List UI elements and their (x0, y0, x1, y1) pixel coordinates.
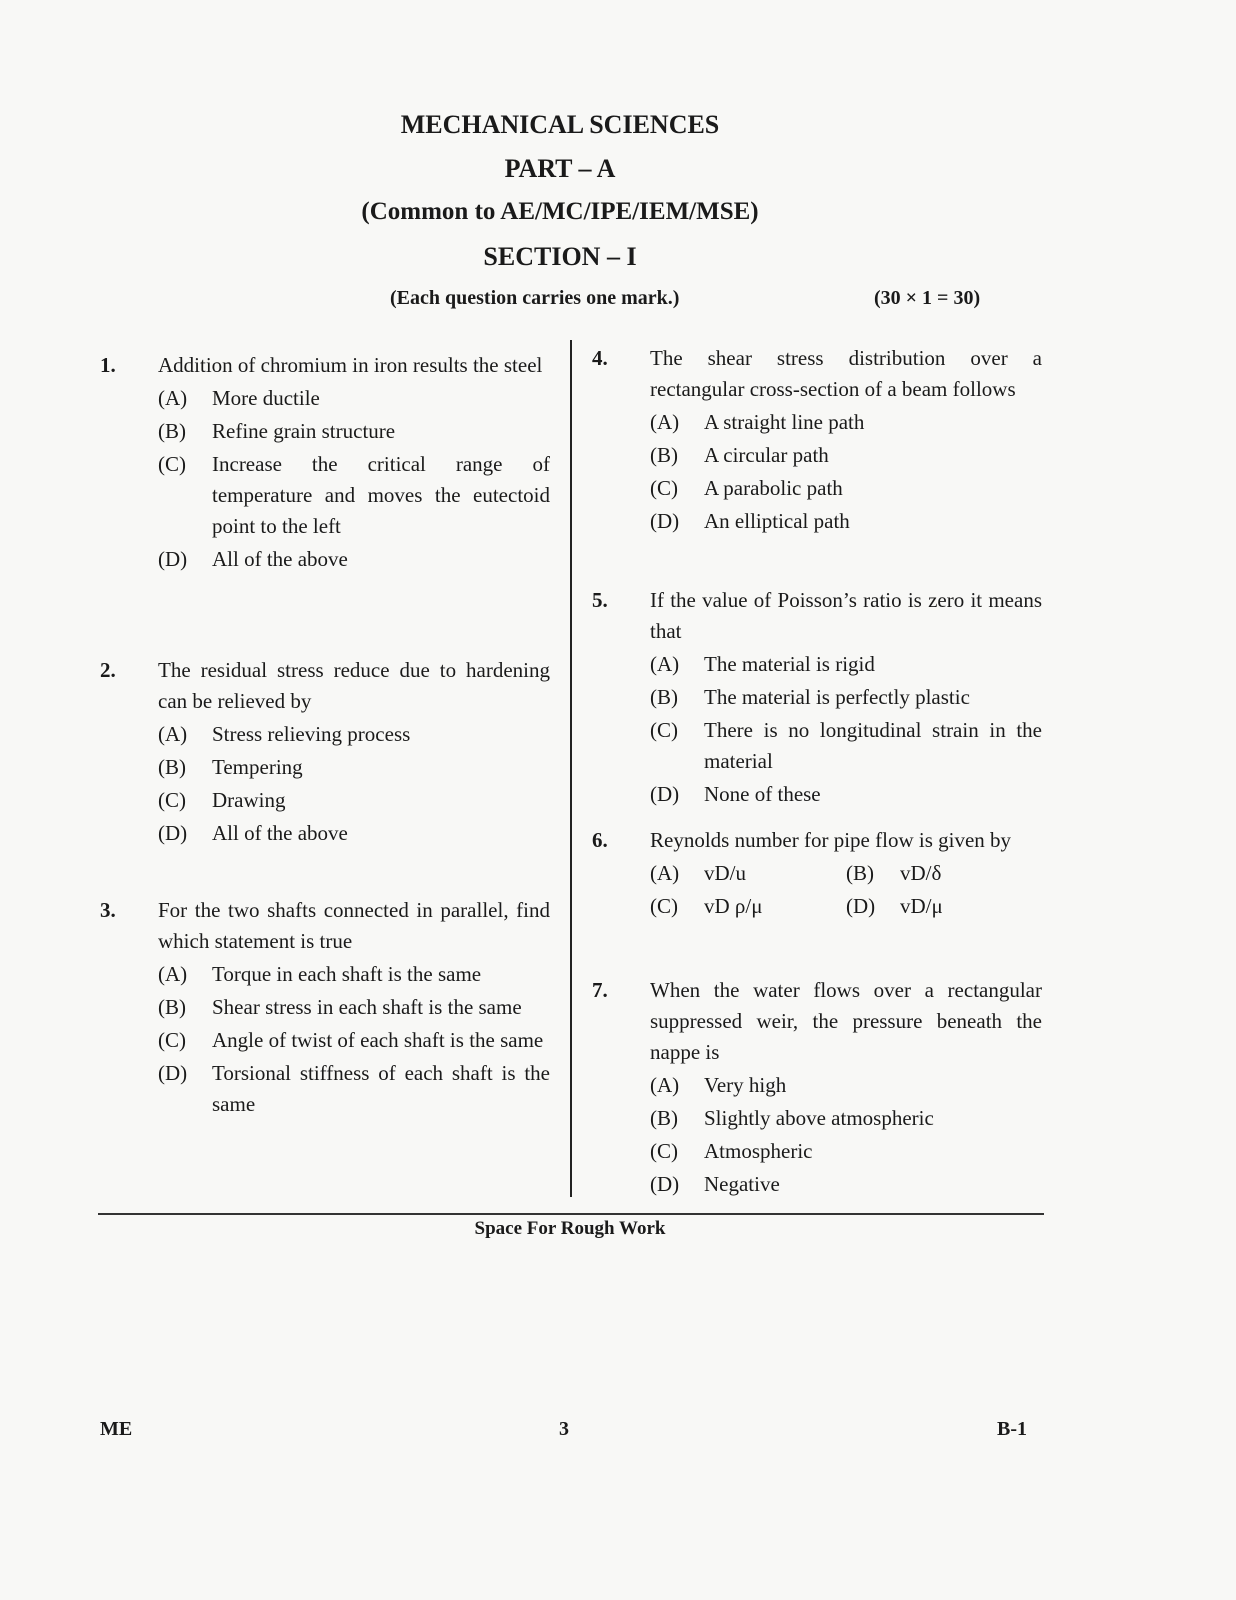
option (650, 1070, 1042, 1101)
option-label: (A) (158, 722, 188, 746)
question-text: Addition of chromium in iron results the steel (158, 353, 543, 377)
option-text: There is no longitudinal strain in the material (704, 718, 1042, 773)
option-text: The material is rigid (704, 652, 875, 676)
option-label: (A) (650, 1073, 680, 1097)
option (650, 440, 1042, 471)
option-text: An elliptical path (704, 509, 850, 533)
option-text: Refine grain structure (212, 419, 396, 443)
question-6 (592, 825, 1042, 922)
question-2 (100, 655, 550, 849)
option-label: (C) (158, 788, 186, 812)
option-text: Drawing (212, 788, 286, 812)
option (158, 383, 550, 414)
option-label: (B) (158, 995, 186, 1019)
option-text: vD/u (704, 861, 746, 885)
marks-calc: (30 × 1 = 30) (874, 287, 981, 309)
option (650, 1136, 1042, 1167)
option-label: (B) (158, 419, 186, 443)
question-4 (592, 343, 1042, 537)
option-text: Tempering (212, 755, 303, 779)
option-text: vD ρ/μ (704, 894, 763, 918)
option-label: (A) (650, 652, 680, 676)
option-text: vD/μ (900, 894, 943, 918)
option (846, 891, 1042, 922)
option-text: Negative (704, 1172, 780, 1196)
option-text: A straight line path (704, 410, 865, 434)
option (158, 449, 550, 542)
option-text: A circular path (704, 443, 829, 467)
option-label: (A) (650, 861, 680, 885)
option (650, 779, 1042, 810)
option (650, 682, 1042, 713)
option-label: (A) (650, 410, 680, 434)
option (650, 715, 1042, 777)
options-grid (650, 856, 1042, 922)
option-text: A parabolic path (704, 476, 843, 500)
question-number: 3. (100, 898, 116, 922)
question-text: For the two shafts connected in parallel, find which statement is true (158, 898, 550, 953)
option-label: (D) (650, 509, 680, 533)
option-label: (A) (158, 962, 188, 986)
option-text: Shear stress in each shaft is the same (212, 995, 522, 1019)
option (158, 992, 550, 1023)
option (158, 719, 550, 750)
option-label: (C) (650, 1139, 678, 1163)
option-text: Slightly above atmospheric (704, 1106, 934, 1130)
option-label: (A) (158, 386, 188, 410)
option (846, 858, 1042, 889)
column-divider (570, 340, 572, 1197)
option (650, 858, 846, 889)
option (158, 1025, 550, 1056)
option-text: Very high (704, 1073, 787, 1097)
question-text: The residual stress reduce due to hardening can be relieved by (158, 658, 550, 713)
question-number: 6. (592, 828, 608, 852)
option-text: Increase the critical range of temperature and moves the eutectoid point to the left (212, 452, 550, 538)
option (158, 785, 550, 816)
option (650, 649, 1042, 680)
option-label: (D) (158, 821, 188, 845)
question-number: 5. (592, 588, 608, 612)
option-text: All of the above (212, 821, 348, 845)
booklet-code: B-1 (997, 1418, 1027, 1440)
subject-title: MECHANICAL SCIENCES (400, 110, 720, 139)
question-number: 2. (100, 658, 116, 682)
option-text: All of the above (212, 547, 348, 571)
footer-subject-code: ME (100, 1418, 133, 1440)
option (650, 1169, 1042, 1200)
question-text: When the water flows over a rectangular suppressed weir, the pressure beneath the nappe is (650, 978, 1042, 1064)
option-text: More ductile (212, 386, 320, 410)
option (158, 544, 550, 575)
question-number: 7. (592, 978, 608, 1002)
option-text: Torsional stiffness of each shaft is the same (212, 1061, 550, 1116)
option-label: (C) (650, 894, 678, 918)
option-text: Torque in each shaft is the same (212, 962, 482, 986)
option-label: (C) (158, 452, 186, 476)
question-5 (592, 585, 1042, 810)
question-text: Reynolds number for pipe flow is given by (650, 828, 1012, 852)
rough-work-label: Space For Rough Work (474, 1218, 666, 1239)
option-text: Stress relieving process (212, 722, 411, 746)
option-label: (D) (158, 547, 188, 571)
question-number: 1. (100, 353, 116, 377)
option (650, 1103, 1042, 1134)
option (650, 506, 1042, 537)
option-text: Atmospheric (704, 1139, 813, 1163)
question-3 (100, 895, 550, 1120)
option-label: (C) (158, 1028, 186, 1052)
option-label: (B) (846, 861, 874, 885)
option-label: (B) (650, 1106, 678, 1130)
option-label: (D) (158, 1061, 188, 1085)
option-text: None of these (704, 782, 821, 806)
option (158, 1058, 550, 1120)
common-note: (Common to AE/MC/IPE/IEM/MSE) (361, 198, 759, 225)
option (158, 752, 550, 783)
question-7 (592, 975, 1042, 1200)
option (158, 959, 550, 990)
rough-work-rule (98, 1213, 1044, 1215)
marks-note: (Each question carries one mark.) (390, 287, 680, 309)
option (650, 891, 846, 922)
option-text: vD/δ (900, 861, 942, 885)
option-label: (D) (846, 894, 876, 918)
option-label: (D) (650, 1172, 680, 1196)
option-label: (B) (650, 443, 678, 467)
option (650, 473, 1042, 504)
section-title: SECTION – I (483, 242, 637, 271)
option (650, 407, 1042, 438)
page-number: 3 (559, 1418, 569, 1440)
option-label: (C) (650, 718, 678, 742)
question-text: If the value of Poisson’s ratio is zero it means that (650, 588, 1042, 643)
option-text: The material is perfectly plastic (704, 685, 970, 709)
question-text: The shear stress distribution over a rectangular cross-section of a beam follows (650, 346, 1042, 401)
option (158, 818, 550, 849)
option (158, 416, 550, 447)
option-label: (D) (650, 782, 680, 806)
option-label: (B) (650, 685, 678, 709)
option-label: (B) (158, 755, 186, 779)
part-title: PART – A (504, 154, 616, 183)
option-text: Angle of twist of each shaft is the same (212, 1028, 544, 1052)
question-1 (100, 350, 550, 575)
question-number: 4. (592, 346, 608, 370)
option-label: (C) (650, 476, 678, 500)
